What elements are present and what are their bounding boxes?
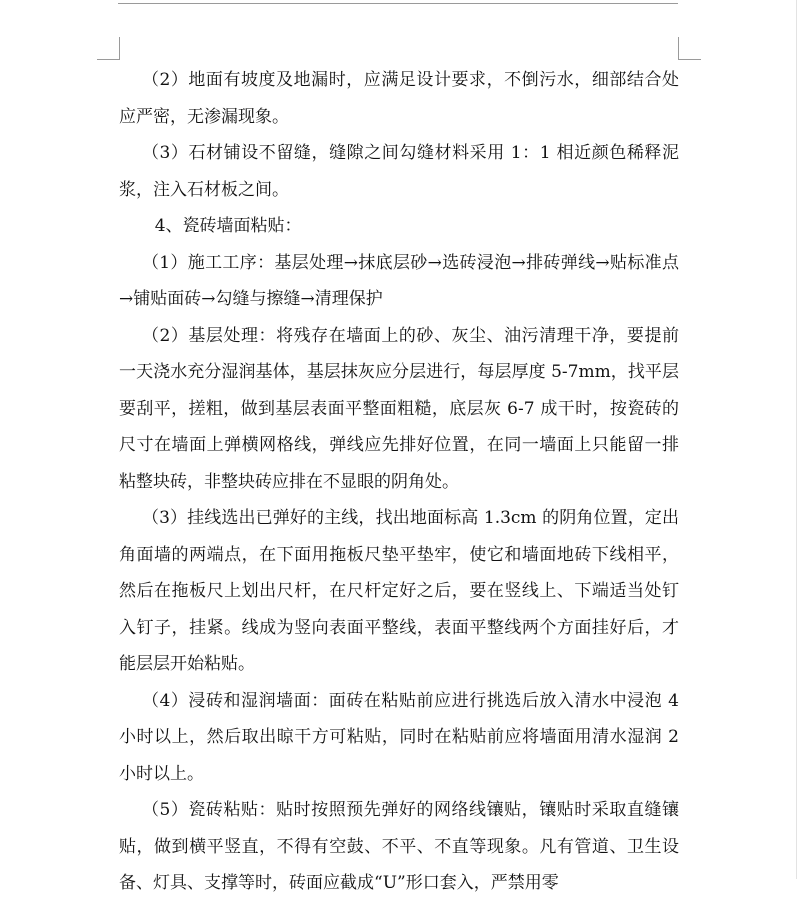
margin-corner-mark-right xyxy=(678,37,701,60)
paragraph-base-treatment: （2）基层处理：将残存在墙面上的砂、灰尘、油污清理干净，要提前一天浇水充分湿润基体，基层抹灰应分层进行，每层厚度 5-7mm，找平层要刮平，搓粗，做到基层表面平整面粗糙，底层灰 6-7 成干时，按瓷砖的尺寸在墙面上弹横网格线，弹线应先排好位置，在同一墙面上只能留一排粘整块砖，非整块砖应排在不显眼的阴角处。 xyxy=(119,325,679,492)
paragraph-item-2: （2）地面有坡度及地漏时，应满足设计要求，不倒污水，细部结合处应严密，无渗漏现象。 xyxy=(119,70,679,127)
section-heading: 4、瓷砖墙面粘贴： xyxy=(154,216,302,236)
page-top-edge xyxy=(118,3,678,4)
paragraph-line-hanging: （3）挂线选出已弹好的主线，找出地面标高 1.3cm 的阴角位置，定出角面墙的两端点，在下面用拖板尺垫平垫牢，使它和墙面地砖下线相平，然后在拖板尺上划出尺杆，在尺杆定好之后，要在竖线上、下端适当处钉入钉子，挂紧。线成为竖向表面平整线，表面平整线两个方面挂好后，才能层层开始粘贴。 xyxy=(119,508,679,674)
paragraph-tile-pasting: （5）瓷砖粘贴：贴时按照预先弹好的网络线镶贴，镶贴时采取直缝镶贴，做到横平竖直，不得有空鼓、不平、不直等现象。凡有管道、卫生设备、灯具、支撑等时，砖面应截成“U”形口套入，严禁用零 xyxy=(119,800,679,893)
paragraph-construction-procedure: （1）施工工序：基层处理→抹底层砂→选砖浸泡→排砖弹线→贴标准点→铺贴面砖→勾缝与擦缝→清理保护 xyxy=(119,252,679,309)
paragraph-item-3: （3）石材铺设不留缝，缝隙之间勾缝材料采用 1：1 相近颜色稀释泥浆，注入石材板之间。 xyxy=(119,143,679,200)
margin-corner-mark-left xyxy=(97,37,120,60)
paragraph-soaking: （4）浸砖和湿润墙面：面砖在粘贴前应进行挑选后放入清水中浸泡 4 小时以上，然后取出晾干方可粘贴，同时在粘贴前应将墙面用清水湿润 2 小时以上。 xyxy=(119,690,679,784)
document-body xyxy=(119,62,679,902)
